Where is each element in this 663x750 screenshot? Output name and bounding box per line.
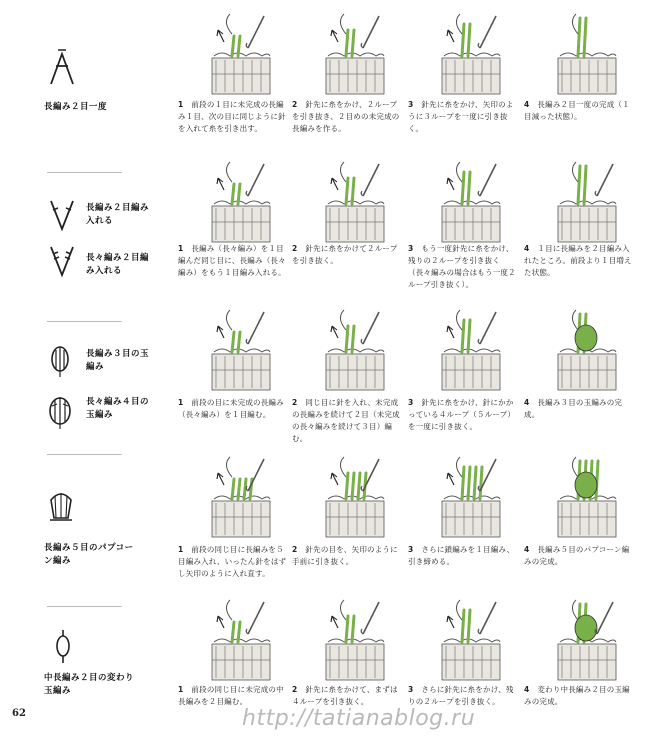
step-text	[408, 684, 518, 708]
step-description: 変わり中長編み２目の玉編みの完成。	[524, 685, 630, 706]
step-description: 針先の目を、矢印のように手前に引き抜く。	[292, 545, 398, 566]
step-illustration	[548, 308, 620, 396]
step-description: さらに針先に糸をかけ、残りの２ループを引き抜く。	[408, 685, 514, 706]
step-illustration	[202, 160, 274, 248]
step-description: 前段の同じ目に未完成の中長編みを２目編む。	[178, 685, 284, 706]
step-description: 前段の１目に未完成の長編み１目、次の目に同じように針を入れて糸を引き出す。	[178, 100, 286, 133]
step-text	[292, 397, 402, 445]
step-number: 4	[524, 545, 530, 554]
step-illustration	[432, 308, 504, 396]
row-label: 長編み３目の玉編み	[86, 349, 150, 372]
tr4-bobble-symbol-icon	[46, 394, 74, 434]
step-illustration	[202, 12, 274, 100]
step-number: 4	[524, 100, 530, 109]
step-description: 前段の目に未完成の長編み（長々編み）を１目編む。	[178, 398, 284, 419]
step-description: 針先に糸をかけて、まずは４ループを引き抜く。	[292, 685, 398, 706]
step-text	[178, 397, 288, 421]
step-number: 1	[178, 545, 184, 554]
step-description: 針先に糸をかけ、針にかかっている４ループ（５ループ）を一度に引き抜く。	[408, 398, 516, 431]
step-number: 1	[178, 398, 184, 407]
step-number: 3	[408, 398, 414, 407]
step-number: 2	[292, 398, 298, 407]
divider	[47, 606, 122, 607]
step-number: 1	[178, 244, 184, 253]
step-text	[292, 684, 402, 708]
step-text	[524, 397, 634, 421]
step-description: 長編み３目の玉編みの完成。	[524, 398, 623, 419]
step-illustration	[432, 455, 504, 543]
step-description: 前段の同じ目に長編みを５目編み入れ、いったん針をはずし矢印のように入れ直す。	[178, 545, 287, 578]
step-description: 長編み（長々編み）を１目編んだ同じ目に、長編み（長々編み）をもう１目編み入れる。	[178, 244, 286, 277]
step-text	[292, 544, 402, 568]
step-text	[408, 544, 518, 568]
step-description: 針先に糸をかけて２ループを引き抜く。	[292, 244, 398, 265]
step-illustration	[316, 455, 388, 543]
popcorn-symbol-icon	[46, 488, 76, 526]
step-number: 2	[292, 100, 298, 109]
dc2tog-symbol-icon	[48, 48, 76, 92]
source-watermark: http://tatianablog.ru	[242, 706, 476, 731]
step-description: 針先に糸をかけ、２ループを引き抜き、２目めの未完成の長編みを作る。	[292, 100, 400, 133]
step-number: 3	[408, 244, 414, 253]
step-text	[408, 243, 518, 291]
step-text	[524, 544, 634, 568]
step-description: さらに鎖編みを１目編み、引き締める。	[408, 545, 515, 566]
hdc-puff-symbol-icon	[52, 628, 74, 668]
dc-inc-symbol-icon	[48, 198, 76, 236]
step-text	[178, 544, 288, 580]
step-number: 2	[292, 685, 298, 694]
step-description: １目に長編みを２目編み入れたところ。前段より１目増えた状態。	[524, 244, 632, 277]
step-number: 4	[524, 685, 530, 694]
step-text	[524, 243, 634, 279]
step-illustration	[548, 455, 620, 543]
step-number: 3	[408, 685, 414, 694]
step-text	[292, 243, 402, 267]
tr-inc-symbol-icon	[48, 244, 76, 282]
step-number: 4	[524, 398, 530, 407]
divider	[47, 321, 122, 322]
step-illustration	[316, 160, 388, 248]
step-illustration	[202, 455, 274, 543]
step-number: 2	[292, 545, 298, 554]
step-illustration	[202, 308, 274, 396]
step-text	[524, 99, 634, 123]
step-illustration	[432, 12, 504, 100]
row-label: 長編み２目編み入れる	[86, 203, 150, 226]
step-description: 同じ目に針を入れ、未完成の長編みを続けて２目（未完成の長々編みを続けて３目）編む。	[292, 398, 400, 443]
step-number: 2	[292, 244, 298, 253]
row-label: 中長編み２目の変わり玉編み	[44, 673, 135, 696]
step-description: 長編み２目一度の完成（１目減った状態）。	[524, 100, 630, 121]
step-illustration	[316, 598, 388, 686]
step-text	[292, 99, 402, 135]
row-label: 長々編み２目編み入れる	[86, 253, 150, 276]
step-number: 1	[178, 685, 184, 694]
step-text	[178, 243, 288, 279]
dc3-bobble-symbol-icon	[48, 344, 72, 382]
step-number: 1	[178, 100, 184, 109]
step-description: 長編み５目のパプコーン編みの完成。	[524, 545, 630, 566]
step-illustration	[548, 598, 620, 686]
row-label: 長々編み４目の玉編み	[86, 397, 150, 420]
step-text	[524, 684, 634, 708]
step-number: 3	[408, 545, 414, 554]
step-illustration	[432, 160, 504, 248]
step-illustration	[432, 598, 504, 686]
step-text	[178, 99, 288, 135]
step-number: 3	[408, 100, 414, 109]
step-description: もう一度針先に糸をかけ、残りの２ループを引き抜く（長々編みの場合はもう一度２ループ引き抜く）。	[408, 244, 516, 289]
step-illustration	[316, 308, 388, 396]
step-illustration	[202, 598, 274, 686]
step-description: 針先に糸をかけ、矢印のように３ループを一度に引き抜く。	[408, 100, 514, 133]
row-label: 長編み５目のパプコーン編み	[44, 543, 134, 566]
step-illustration	[548, 160, 620, 248]
divider	[47, 454, 122, 455]
step-text	[178, 684, 288, 708]
step-illustration	[548, 12, 620, 100]
row-label: 長編み２目一度	[44, 102, 108, 112]
page-number: 62	[12, 708, 26, 719]
step-illustration	[316, 12, 388, 100]
divider	[47, 172, 122, 173]
step-number: 4	[524, 244, 530, 253]
step-text	[408, 99, 518, 135]
step-text	[408, 397, 518, 433]
